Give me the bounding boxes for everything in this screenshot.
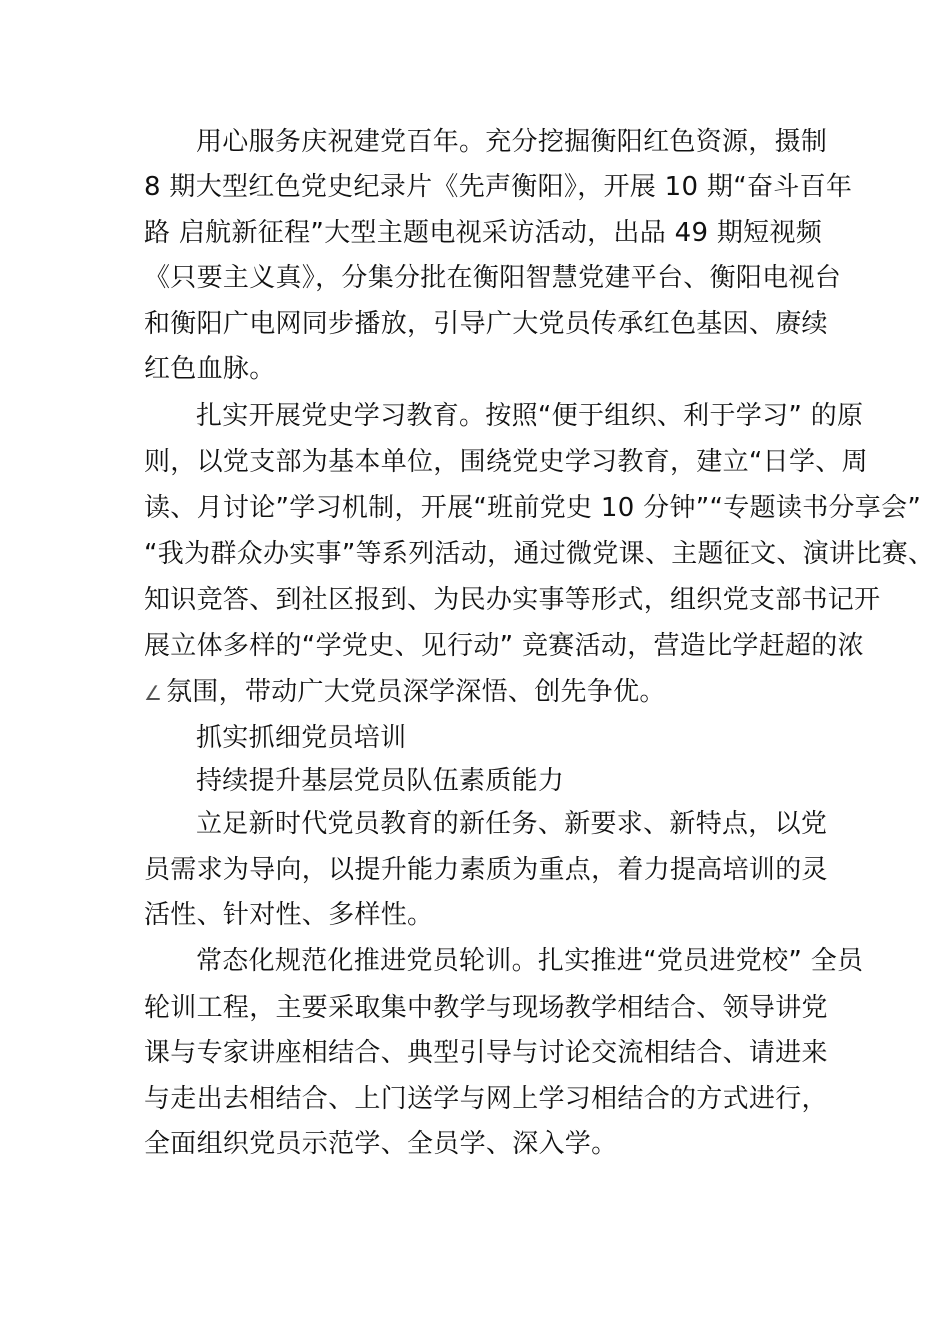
paragraph-line: 立足新时代党员教育的新任务、新要求、新特点，以党 (196, 809, 828, 839)
paragraph-line: 则，以党支部为基本单位，围绕党史学习教育，建立“日学、周 (144, 447, 868, 477)
paragraph-line: 常态化规范化推进党员轮训。扎实推进“党员进党校” 全员 (196, 946, 864, 976)
paragraph-line: 知识竞答、到社区报到、为民办实事等形式，组织党支部书记开 (144, 585, 881, 615)
section-heading: 抓实抓细党员培训 (196, 723, 407, 753)
paragraph-line: 与走出去相结合、上门送学与网上学习相结合的方式进行， (144, 1084, 828, 1114)
paragraph-line (144, 676, 666, 709)
paragraph-line: 活性、针对性、多样性。 (144, 900, 434, 930)
paragraph-line: 红色血脉。 (144, 354, 276, 384)
paragraph-line: 和衡阳广电网同步播放，引导广大党员传承红色基因、赓续 (144, 309, 828, 339)
paragraph-line-text: 氛围，带动广大党员深学深悟、创先争优。 (166, 677, 666, 707)
paragraph-line: 路 启航新征程”大型主题电视采访活动，出品 49 期短视频 (144, 218, 823, 248)
paragraph-line: 《只要主义真》，分集分批在衡阳智慧党建平台、衡阳电视台 (144, 263, 842, 293)
margin-mark-icon: ∠ (144, 681, 163, 705)
paragraph-line: 课与专家讲座相结合、典型引导与讨论交流相结合、请进来 (144, 1038, 828, 1068)
section-subheading: 持续提升基层党员队伍素质能力 (196, 766, 565, 796)
paragraph-line: “我为群众办实事”等系列活动，通过微党课、主题征文、演讲比赛、 (144, 539, 935, 569)
paragraph-line: 轮训工程，主要采取集中教学与现场教学相结合、领导讲党 (144, 993, 828, 1023)
paragraph-line: 扎实开展党史学习教育。按照“便于组织、利于学习” 的原 (196, 401, 864, 431)
paragraph-line: 读、月讨论”学习机制，开展“班前党史 10 分钟”“专题读书分享会” (144, 493, 922, 523)
paragraph-line: 8 期大型红色党史纪录片《先声衡阳》，开展 10 期“奋斗百年 (144, 172, 853, 202)
paragraph-line: 展立体多样的“学党史、见行动” 竞赛活动，营造比学赶超的浓 (144, 631, 864, 661)
paragraph-line: 员需求为导向，以提升能力素质为重点，着力提高培训的灵 (144, 855, 828, 885)
paragraph-line: 用心服务庆祝建党百年。充分挖掘衡阳红色资源，摄制 (196, 127, 828, 157)
paragraph-line: 全面组织党员示范学、全员学、深入学。 (144, 1129, 618, 1159)
